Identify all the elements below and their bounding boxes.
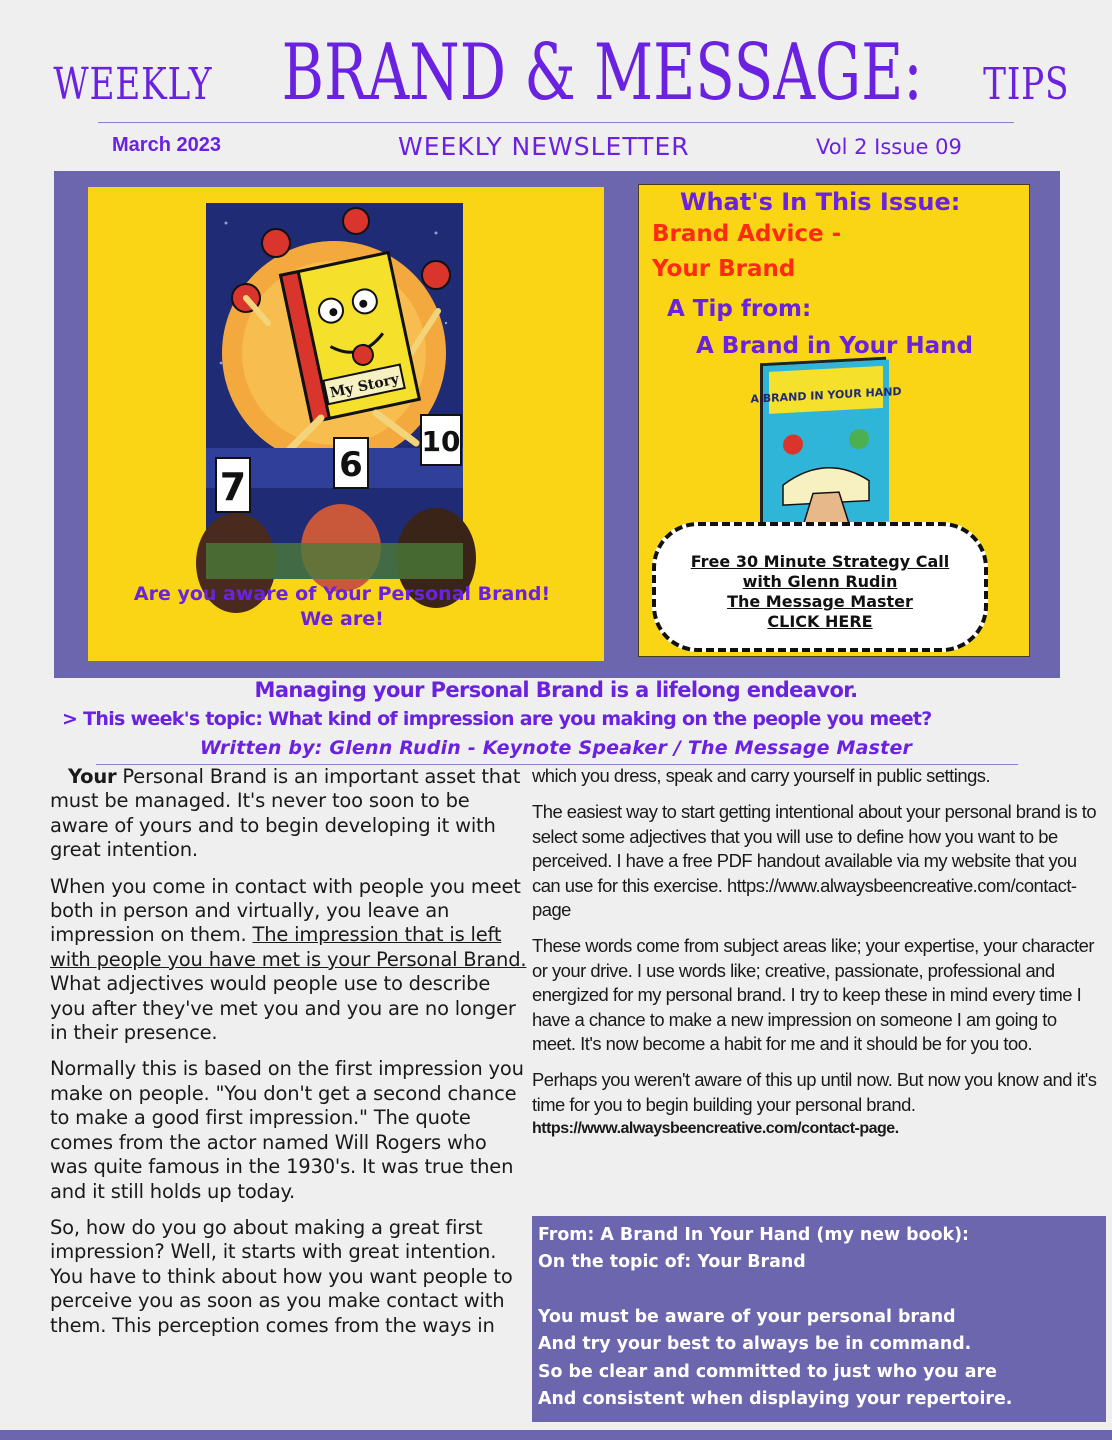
quote-line: And consistent when displaying your repertoire. — [538, 1389, 1013, 1410]
cta-click-here-link[interactable]: CLICK HERE — [767, 612, 873, 631]
article-byline: Written by: Glenn Rudin - Keynote Speaker / The Message Master — [199, 737, 913, 759]
masthead-suffix: TIPS — [983, 59, 1070, 110]
article-paragraph: When you come in contact with people you meet both in person and virtually, you leave an impression on them. The impression that is left with people you have met is your Personal Brand. What adjectives would people use to describe you after they've met you and you are no longer in their presence. — [50, 874, 527, 1045]
book-cover-image — [750, 357, 902, 526]
contents-item-tip: A Tip from: — [667, 296, 812, 322]
score-card-2: 6 — [339, 445, 363, 485]
dateline — [0, 132, 1112, 162]
article-column-left — [50, 765, 528, 1350]
masthead-divider — [98, 122, 1014, 123]
caption-line-1: Are you aware of Your Personal Brand! — [133, 583, 551, 605]
lead-word: Your — [68, 765, 117, 788]
quote-line: And try your best to always be in command. — [538, 1334, 972, 1355]
quote-line: You must be aware of your personal brand — [538, 1306, 956, 1327]
article-paragraph: Your Personal Brand is an important asset that must be managed. It's never too soon to be aware of yours and to begin developing it with great intention. — [50, 765, 521, 862]
newsletter-label: WEEKLY NEWSLETTER — [398, 132, 690, 161]
article-paragraph: Normally this is based on the first impression you make on people. "You don't get a second chance to make a good first impression." The quote comes from the actor named Will Rogers who was quite famous in the 1930's. It was true then and it still holds up today. — [50, 1057, 524, 1203]
masthead-prefix: WEEKLY — [53, 59, 212, 110]
footer-bar — [0, 1430, 1112, 1440]
contents-item-brand-advice: Brand Advice - — [652, 221, 842, 247]
issue-date: March 2023 — [112, 134, 221, 156]
book-cover-title: A BRAND IN YOUR HAND — [750, 384, 902, 406]
contents-item-book: A Brand in Your Hand — [696, 333, 973, 359]
key-sentence: The impression that is left with people you have met is your Personal Brand. — [50, 923, 527, 971]
article-paragraph: So, how do you go about making a great first impression? Well, it starts with great intention. You have to think about how you want people to perceive you as soon as you make contact with them. This perception comes from the ways in — [50, 1215, 513, 1337]
website-link-line: https://www.alwaysbeencreative.com/contact-page. — [532, 1120, 899, 1138]
article-topic: > This week's topic: What kind of impression are you making on the people you meet? — [62, 708, 932, 730]
book-quote-box — [532, 1216, 1106, 1422]
contents-title: What's In This Issue: — [680, 188, 961, 216]
issue-volume: Vol 2 Issue 09 — [816, 135, 962, 159]
quote-source: From: A Brand In Your Hand (my new book): — [538, 1225, 969, 1245]
strategy-call-button[interactable] — [652, 522, 988, 652]
feature-caption — [88, 582, 596, 632]
cta-line-1: Free 30 Minute Strategy Call — [690, 552, 950, 571]
article-paragraph: which you dress, speak and carry yourself in public settings. — [532, 765, 991, 786]
score-card-1: 7 — [219, 465, 247, 509]
quote-line: So be clear and committed to just who you are — [538, 1361, 997, 1382]
newsletter-masthead — [0, 28, 1112, 118]
masthead-title: BRAND & MESSAGE: — [282, 28, 924, 118]
article-paragraph: Perhaps you weren't aware of this up until now. But now you know and it's time for you to begin building your personal brand. — [532, 1069, 1097, 1115]
quote-topic: On the topic of: Your Brand — [538, 1252, 806, 1273]
article-headline: Managing your Personal Brand is a lifelong endeavor. — [254, 678, 858, 702]
caption-line-2: We are! — [300, 608, 384, 630]
contents-item-your-brand: Your Brand — [652, 256, 796, 282]
my-story-illustration — [206, 203, 463, 579]
article-paragraph: The easiest way to start getting intentional about your personal brand is to select some adjectives that you will use to define how you want to be perceived. I have a free PDF handout available via my website that you can use for this exercise. https://www.alwaysbeencreative.com/contact-page — [532, 801, 1097, 921]
cover-text: My Story — [328, 371, 401, 402]
article-paragraph: These words come from subject areas like; your expertise, your character or your drive. I use words like; creative, passionate, professional and energized for my personal brand. I try to keep these in mind every time I have a chance to make a new impression on someone I am going to meet. It's now become a habit for me and it should be for you too. — [532, 935, 1094, 1055]
score-card-3: 10 — [421, 425, 461, 458]
article-column-right — [532, 764, 1100, 1154]
website-link[interactable]: https://www.alwaysbeencreative.com/contact-page — [532, 1120, 895, 1138]
cta-line-3: The Message Master — [727, 592, 913, 611]
cta-line-2: with Glenn Rudin — [742, 572, 898, 591]
